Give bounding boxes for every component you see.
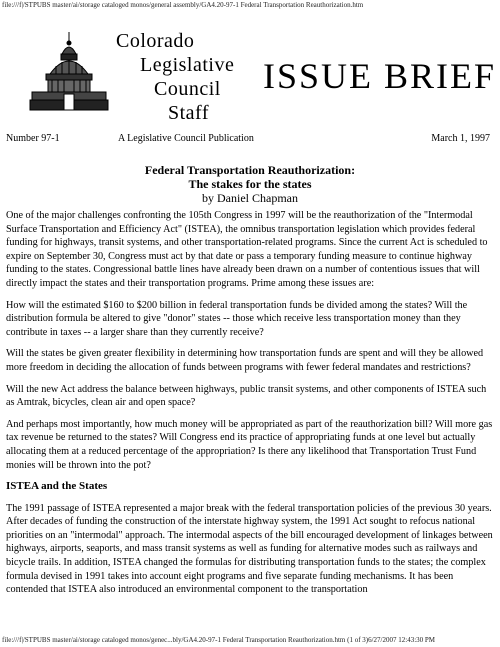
issue-brief-banner: ISSUE BRIEF	[263, 56, 497, 96]
org-name-council: Council	[154, 78, 221, 100]
article-byline: by Daniel Chapman	[202, 191, 298, 205]
browser-url-bottom: file:///f|/STPUBS master/ai/storage cataloged monos/genec...bly/GA4.20-97-1 Federal Transportation Reauthorization.htm (1 of 3)6/27/2007 12:43:30 PM	[2, 636, 436, 644]
org-name-colorado: Colorado	[116, 30, 195, 52]
paragraph-question-appropriation: And perhaps most importantly, how much money will be appropriated as part of the reauthorization bill? Will more gas tax revenue be returned to the states? Will Congress end its practice of appropriating funds at one level but actually allocating them at a reduced percentage of the appropriation? Is there any likelihood that Transportation Trust Fund monies will be thrown into the pot?	[6, 418, 493, 471]
article-title-line-2: The stakes for the states	[188, 177, 312, 191]
article-body	[6, 209, 494, 605]
org-name-staff: Staff	[168, 102, 210, 124]
publication-date: March 1, 1997	[431, 133, 490, 144]
browser-url-top: file:///f|/STPUBS master/ai/storage cataloged monos/general assembly/GA4.20-97-1 Federal Transportation Reauthorization.htm	[2, 1, 364, 9]
paragraph-istea-states: The 1991 passage of ISTEA represented a major break with the federal transportation policies of the previous 30 years. After decades of funding the construction of the interstate highway system, the 1991 Act sought to refocus national priorities on an "intermodal" approach. The intermodal aspects of the bill encouraged development of linkages between highways, airports, seaports, and mass transit systems as well as funding for alternative modes such as railways and bicycle trails. In addition, ISTEA changed the formulas for distributing transportation funds to the states; the complex formula devised in 1991 takes into account eight programs and five separate funding mechanisms. It has been contended that ISTEA also introduced an environmental component to the transportation	[6, 502, 493, 596]
paragraph-question-balance: Will the new Act address the balance between highways, public transit systems, and other components of ISTEA such as Amtrak, bicycles, clean air and open space?	[6, 383, 487, 409]
publication-number: Number 97-1	[6, 133, 60, 144]
capitol-dome-icon	[28, 30, 110, 112]
article-title-line-1: Federal Transportation Reauthorization:	[144, 163, 356, 177]
paragraph-question-funds: How will the estimated $160 to $200 billion in federal transportation funds be divided among the states? Will the distribution formula be altered to give "donor" states -- those which receive less transportation money than they contribute in taxes -- a larger share than they currently receive?	[6, 299, 468, 338]
article-title-block	[0, 163, 500, 205]
org-name-legislative: Legislative	[140, 54, 235, 76]
section-heading: ISTEA and the States	[6, 480, 108, 493]
publication-label: A Legislative Council Publication	[118, 133, 254, 144]
paragraph-intro: One of the major challenges confronting the 105th Congress in 1997 will be the reauthorization of the "Intermodal Surface Transportation and Efficiency Act" (ISTEA), the omnibus transportation legislation which provides federal funding for highways, transit systems, and other transportation-related programs. Since the current Act is scheduled to expire on September 30, Congress must act by that date or pass a temporary funding measure to continue highway funding to the states. Congressional battle lines have already been drawn on a number of contentious issues that will directly impact the states and their transportation programs. Prime among these issues are:	[6, 210, 488, 289]
paragraph-question-flexibility: Will the states be given greater flexibility in determining how transportation funds are spent and will they be allowed more freedom in deciding the allocation of funds between programs with fewer federal mandates and restrictions?	[6, 348, 484, 373]
